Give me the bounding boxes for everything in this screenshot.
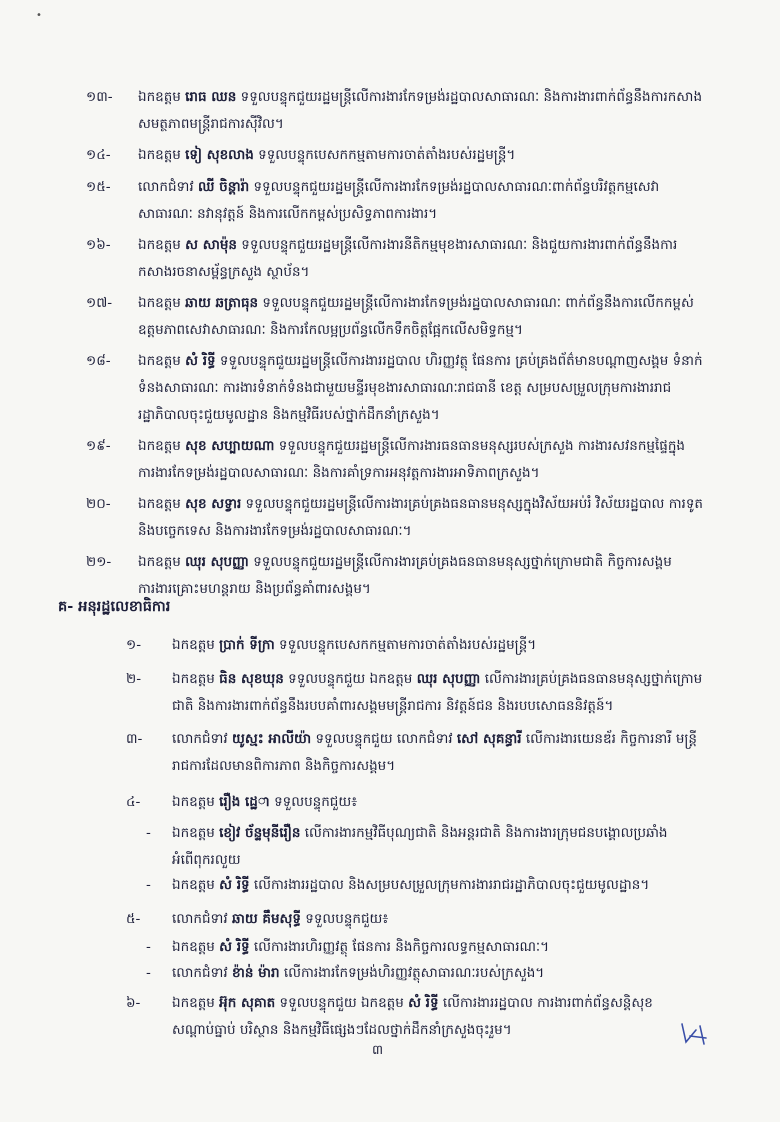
duty-text: ទទួលបន្ទុកជួយរដ្ឋមន្រ្តីលើការងារកែទម្រង់រដ្ឋបាលសាធារណៈពាក់ព័ន្ធបរិវត្តកម្មសេវាសាធារណៈ នវានុវត្តន៍ និងការលើកកម្ពស់ប្រសិទ្ធភាពការងារ។ [138,179,660,222]
duty-text: ទទួលបន្ទុកជួយរដ្ឋមន្រ្តីលើការងារកែទម្រង់រដ្ឋបាលសាធារណៈ ពាក់ព័ន្ធនឹងការលើកកម្ពស់ឧត្តមភាពសេវាសាធារណៈ និងការកែលម្អប្រព័ន្ធលើកទឹកចិត្តផ្អែកលើសមិទ្ធកម្ម។ [138,295,694,338]
title-prefix: ឯកឧត្តម [138,147,186,163]
bullet-item [146,820,706,874]
person-name: ខ៉ាន់ ម៉ារា [232,965,280,981]
duty-text: ទទួលបន្ទុកជួយរដ្ឋមន្រ្តីលើការងារធនធានមនុស្សរបស់ក្រសួង ការងារសវនកម្មផ្ទៃក្នុង ការងារកែទម្រង់រដ្ឋបាលសាធារណៈ និងការគាំទ្រការអនុវត្តការងារអាទិភាពក្រសួង។ [138,438,685,481]
list-item [126,789,706,816]
title-prefix: ឯកឧត្តម [172,637,220,653]
duty-text: ទទួលបន្ទុកជួយរដ្ឋមន្រ្តីលើការងាររដ្ឋបាល ហិរញ្ញវត្ថុ ផែនការ គ្រប់គ្រងព័ត៌មានបណ្ដាញសង្គម ទំនាក់ទំនងសាធារណៈ ការងារទំនាក់ទំនងជាមួយមន្ទីរមុខងារសាធារណៈរាជធានី ខេត្ត សម្របសម្រួលក្រុមការងាររាជរដ្ឋាភិបាលចុះជួយមូលដ្ឋាន និងកម្មវិធីរបស់ថ្នាក់ដឹកនាំក្រសួង។ [138,353,703,423]
section-heading: គ- អនុរដ្ឋលេខាធិការ [58,599,171,615]
item-number: ១៩- [86,438,111,454]
list-item [126,906,706,933]
duty-text: ទទួលបន្ទុកជួយរដ្ឋមន្រ្តីលើការងារនីតិកម្មមុខងារសាធារណៈ និងជួយការងារពាក់ព័ន្ធនឹងការកសាងរចនាសម្ព័ន្ធក្រសួង ស្ថាប័ន។ [138,237,678,280]
duty-text: ទទួលបន្ទុកជួយរដ្ឋមន្រ្តីលើការងារគ្រប់គ្រងធនធានមនុស្សថ្នាក់ក្រោមជាតិ កិច្ចការសង្គម ការងារគ្រោះមហន្តរាយ និងប្រព័ន្ធគាំពារសង្គម។ [138,554,672,597]
list-item [86,348,706,429]
title-prefix: ឯកឧត្តម [172,995,220,1011]
item-number: ១៦- [86,237,111,253]
list-item [86,491,706,545]
list-item [86,142,706,169]
person-name: សំ រិទ្ធី [219,877,250,893]
bullet-dash: - [146,877,151,893]
person-name-secondary: សំ រិទ្ធី [408,995,439,1011]
duty-text: ទទួលបន្ទុកជួយ លោកជំទាវ [311,731,457,747]
person-name: ឆាយ ឆត្រាធុន [185,295,259,311]
title-prefix: ឯកឧត្តម [138,295,186,311]
person-name: សំ រិទ្ធី [185,353,216,369]
duty-text: ទទួលបន្ទុកជួយ៖ [300,911,389,927]
duty-text: លើការងារគ្រប់គ្រងធនធានមនុស្សថ្នាក់ក្រោមជាតិ និងការងារពាក់ព័ន្ធនឹងរបបគាំពារសង្គមមន្រ្តីរាជការ និវត្តន៍ជន និងរបបសោធននិវត្តន៍។ [172,671,703,714]
list-item [86,433,706,487]
duty-text: ទទួលបន្ទុកបេសកកម្មតាមការចាត់តាំងរបស់រដ្ឋមន្រ្តី។ [253,147,516,163]
duty-text: ទទួលបន្ទុកជួយ ឯកឧត្តម [275,995,409,1011]
list-item [86,84,706,138]
duty-text: លើការងាររដ្ឋបាល ការងារពាក់ព័ន្ធសន្តិសុខ សណ្ដាប់ធ្នាប់ បរិស្ថាន និងកម្មវិធីផ្សេងៗដែលថ្នាក់ដឹកនាំក្រសួងចុះរួម។ [172,995,653,1038]
item-number: ១៧- [86,295,113,311]
item-number: ៦- [126,995,141,1011]
item-number: ១៨- [86,353,111,369]
item-number: ៣- [126,731,143,747]
person-name: ប្រាក់ ទីក្រា [219,637,275,653]
corner-mark: • [36,10,42,21]
item-number: ២- [126,671,142,687]
duty-text: លើការងារកម្មវិធីបុណ្យជាតិ និងអន្តរជាតិ និងការងារក្រុមជនបង្គោលប្រឆាំងអំពើពុករលួយ [172,825,668,868]
item-number: ១៥- [86,179,111,195]
person-name: រោធ ឈន [185,89,237,105]
list-item [86,232,706,286]
list-item [86,290,706,344]
person-name: ឈី ចិន្តារ៉ា [198,179,250,195]
title-prefix: ឯកឧត្តម [172,671,220,687]
duty-text: លើការងារហិរញ្ញវត្ថុ ផែនការ និងកិច្ចការលទ្ធកម្មសាធារណៈ។ [249,939,550,955]
page-number: ៣ [372,1043,384,1058]
duty-text: ទទួលបន្ទុកជួយរដ្ឋមន្រ្តីលើការងារកែទម្រង់រដ្ឋបាលសាធារណៈ និងការងារពាក់ព័ន្ធនឹងការកសាងសមត្ថភាពមន្រ្តីរាជការស៊ីវិល។ [138,89,703,132]
list-item [126,990,706,1044]
item-number: ២១- [86,554,112,570]
person-name-secondary: ឈុរ សុបញ្ញា [416,671,481,687]
title-prefix: ឯកឧត្តម [172,939,220,955]
item-number: ១៣- [86,89,113,105]
person-name: ខៀវ ច័ន្ទមុនីរឿន [219,825,301,841]
person-name: យូស្មះ អាលីយ៉ា [232,731,312,747]
person-name: រឿង ដេ្ឋា [219,794,270,810]
person-name: ឆាយ គឹមសុទ្ធី [232,911,301,927]
list-item [126,666,706,720]
list-item [126,726,706,780]
person-name: ធិន សុខឃុន [219,671,284,687]
item-number: ២០- [86,496,111,512]
title-prefix: ឯកឧត្តម [138,554,186,570]
bullet-item [146,872,706,899]
person-name: ស សាម៉ុន [185,237,237,253]
duty-text: ទទួលបន្ទុកជួយ ឯកឧត្តម [283,671,417,687]
title-prefix: ឯកឧត្តម [172,877,220,893]
item-number: ៥- [126,911,141,927]
list-item [126,632,706,659]
person-name: ឈុរ សុបញ្ញា [185,554,249,570]
title-prefix: ឯកឧត្តម [138,237,186,253]
title-prefix: លោកជំទាវ [172,731,232,747]
person-name: ទៀ សុខលាង [185,147,254,163]
bullet-dash: - [146,825,151,841]
title-prefix: លោកជំទាវ [138,179,198,195]
title-prefix: លោកជំទាវ [172,965,232,981]
duty-text: លើការងាររដ្ឋបាល និងសម្របសម្រួលក្រុមការងាររាជរដ្ឋាភិបាលចុះជួយមូលដ្ឋាន។ [249,877,650,893]
title-prefix: ឯកឧត្តម [138,353,186,369]
person-name: សំ រិទ្ធី [219,939,250,955]
person-name: សុខ សទ្វារ [185,496,242,512]
title-prefix: ឯកឧត្តម [138,89,186,105]
title-prefix: ឯកឧត្តម [138,496,186,512]
title-prefix: ឯកឧត្តម [138,438,186,454]
list-item [86,549,706,603]
title-prefix: ឯកឧត្តម [172,825,220,841]
duty-text: ទទួលបន្ទុកជួយរដ្ឋមន្រ្តីលើការងារគ្រប់គ្រងធនធានមនុស្សក្នុងវិស័យអប់រំ វិស័យរដ្ឋបាល ការទូត និងបច្ចេកទេស និងការងារកែទម្រង់រដ្ឋបាលសាធារណៈ។ [138,496,703,539]
person-name: អ៊ុក សុគាត [219,995,276,1011]
person-name: សុខ សប្បាយណា [185,438,275,454]
title-prefix: លោកជំទាវ [172,911,232,927]
bullet-dash: - [146,939,151,955]
item-number: ១- [126,637,142,653]
person-name-secondary: សៅ សុគន្ធារី [456,731,522,747]
duty-text: លើការងារយេនឌ័រ កិច្ចការនារី មន្រ្តីរាជការដែលមានពិការភាព និងកិច្ចការសង្គម។ [172,731,698,774]
bullet-item [146,960,706,987]
duty-text: ទទួលបន្ទុកបេសកកម្មតាមការចាត់តាំងរបស់រដ្ឋមន្រ្តី។ [274,637,537,653]
bullet-dash: - [146,965,151,981]
bullet-item [146,934,706,961]
item-number: ៤- [126,794,141,810]
list-item [86,174,706,228]
title-prefix: ឯកឧត្តម [172,794,220,810]
duty-text: លើការងារកែទម្រង់ហិរញ្ញវត្ថុសាធារណៈរបស់ក្រសួង។ [279,965,545,981]
duty-text: ទទួលបន្ទុកជួយ៖ [269,794,358,810]
item-number: ១៤- [86,147,111,163]
handwritten-initial-icon [676,1020,712,1048]
